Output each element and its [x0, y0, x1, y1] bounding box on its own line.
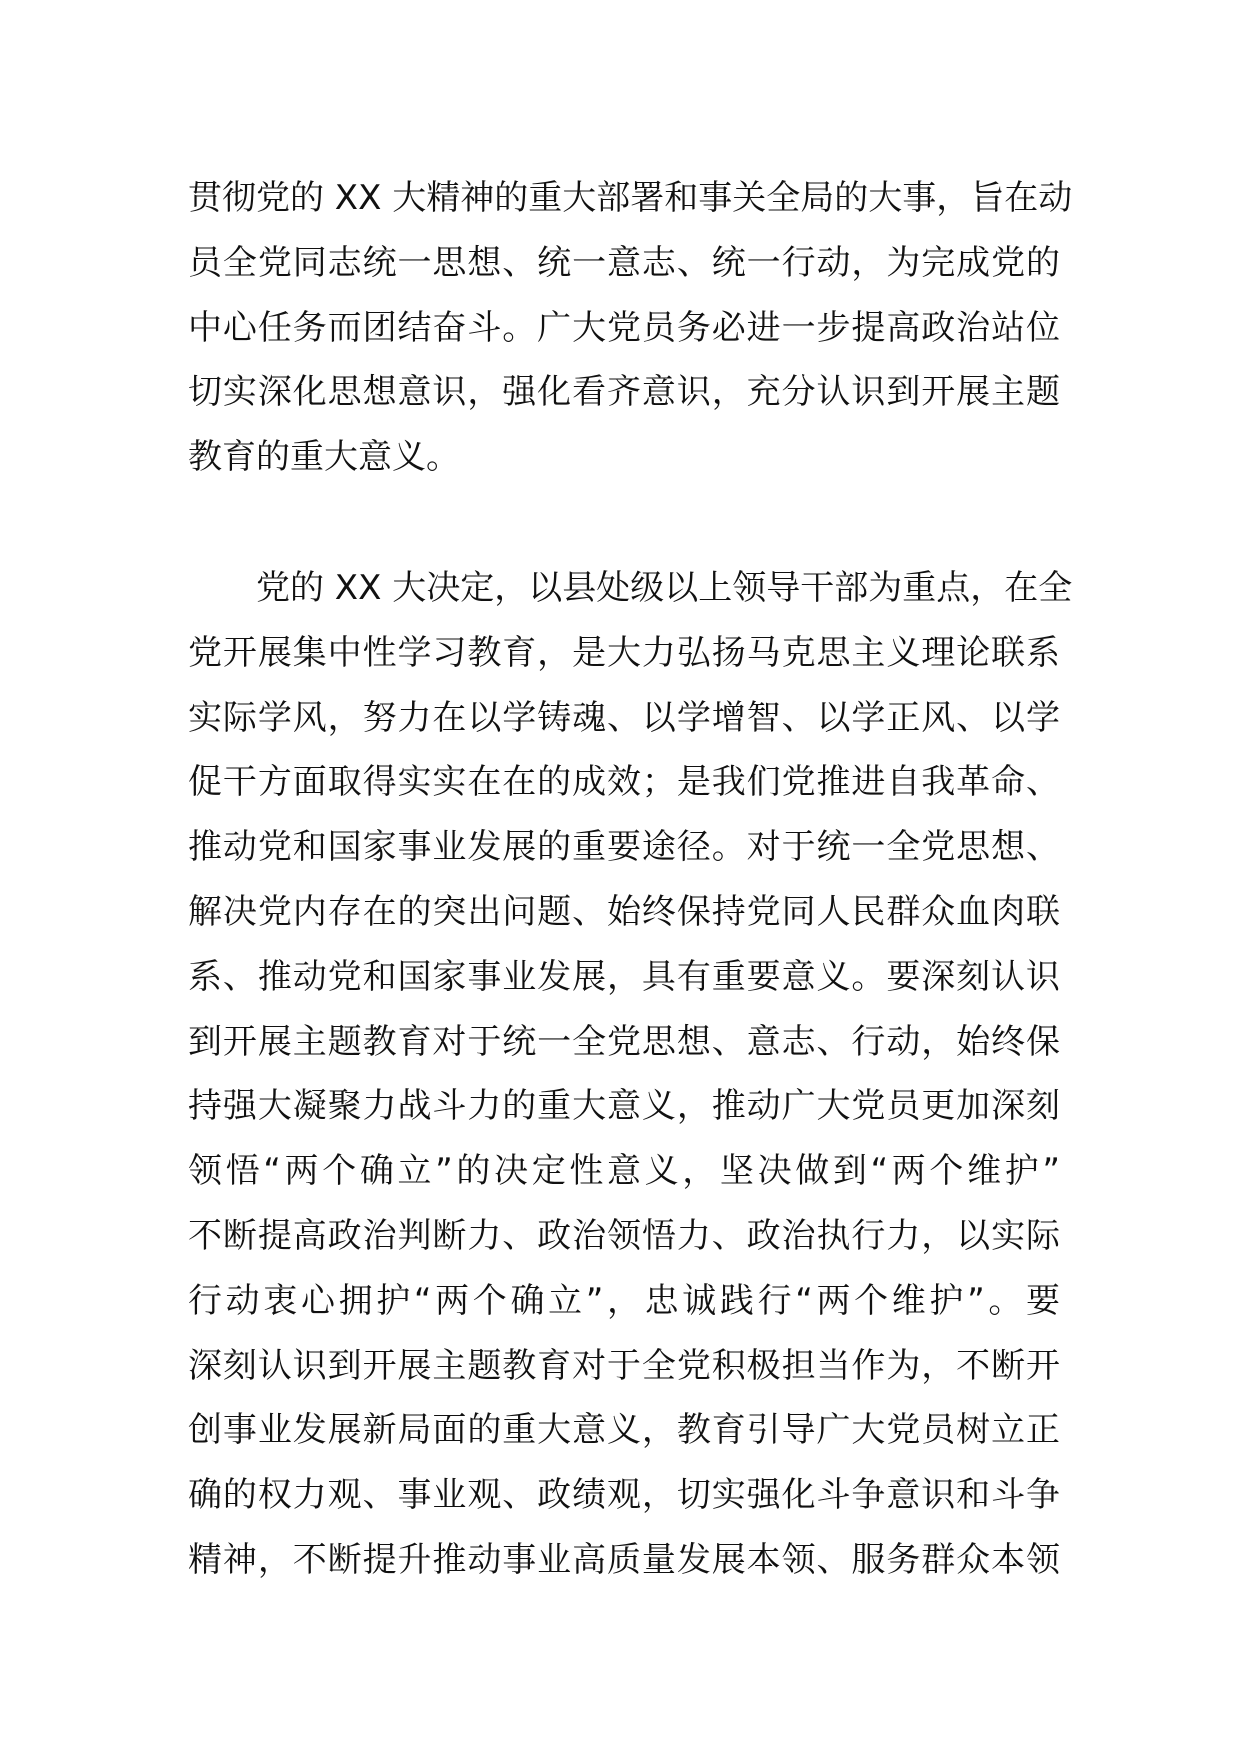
text-line: 系、推动党和国家事业发展，具有重要意义。要深刻认识	[188, 956, 1060, 997]
text-line: 领悟“两个确立”的决定性意义，坚决做到“两个维护”	[188, 1151, 1060, 1192]
text-line: 创事业发展新局面的重大意义，教育引导广大党员树立正	[188, 1410, 1060, 1451]
text-line-indented: 党的 XX 大决定，以县处级以上领导干部为重点，在全	[256, 568, 1073, 608]
text-line: 贯彻党的 XX 大精神的重大部署和事关全局的大事，旨在动	[188, 178, 1073, 218]
text-line: 持强大凝聚力战斗力的重大意义，推动广大党员更加深刻	[188, 1086, 1060, 1127]
text-line: 教育的重大意义。	[188, 437, 460, 478]
paragraph-1	[188, 166, 1073, 490]
text-line: 解决党内存在的突出问题、始终保持党同人民群众血肉联	[188, 891, 1060, 932]
text-line: 深刻认识到开展主题教育对于全党积极担当作为，不断开	[188, 1345, 1060, 1386]
paragraph-2	[188, 556, 1073, 1593]
text-line: 到开展主题教育对于统一全党思想、意志、行动，始终保	[188, 1021, 1060, 1062]
text-line: 中心任务而团结奋斗。广大党员务必进一步提高政治站位	[188, 307, 1060, 348]
text-line: 确的权力观、事业观、政绩观，切实强化斗争意识和斗争	[188, 1475, 1060, 1516]
text-line: 不断提高政治判断力、政治领悟力、政治执行力，以实际	[188, 1215, 1060, 1256]
text-line: 实际学风，努力在以学铸魂、以学增智、以学正风、以学	[188, 697, 1060, 738]
text-line: 推动党和国家事业发展的重要途径。对于统一全党思想、	[188, 827, 1060, 868]
text-line: 行动衷心拥护“两个确立”，忠诚践行“两个维护”。要	[188, 1280, 1060, 1321]
text-line: 员全党同志统一思想、统一意志、统一行动，为完成党的	[188, 242, 1060, 283]
text-line: 切实深化思想意识，强化看齐意识，充分认识到开展主题	[188, 372, 1060, 413]
text-line: 党开展集中性学习教育，是大力弘扬马克思主义理论联系	[188, 632, 1060, 673]
text-line: 精神，不断提升推动事业高质量发展本领、服务群众本领	[188, 1539, 1060, 1580]
text-line: 促干方面取得实实在在的成效；是我们党推进自我革命、	[188, 762, 1060, 803]
